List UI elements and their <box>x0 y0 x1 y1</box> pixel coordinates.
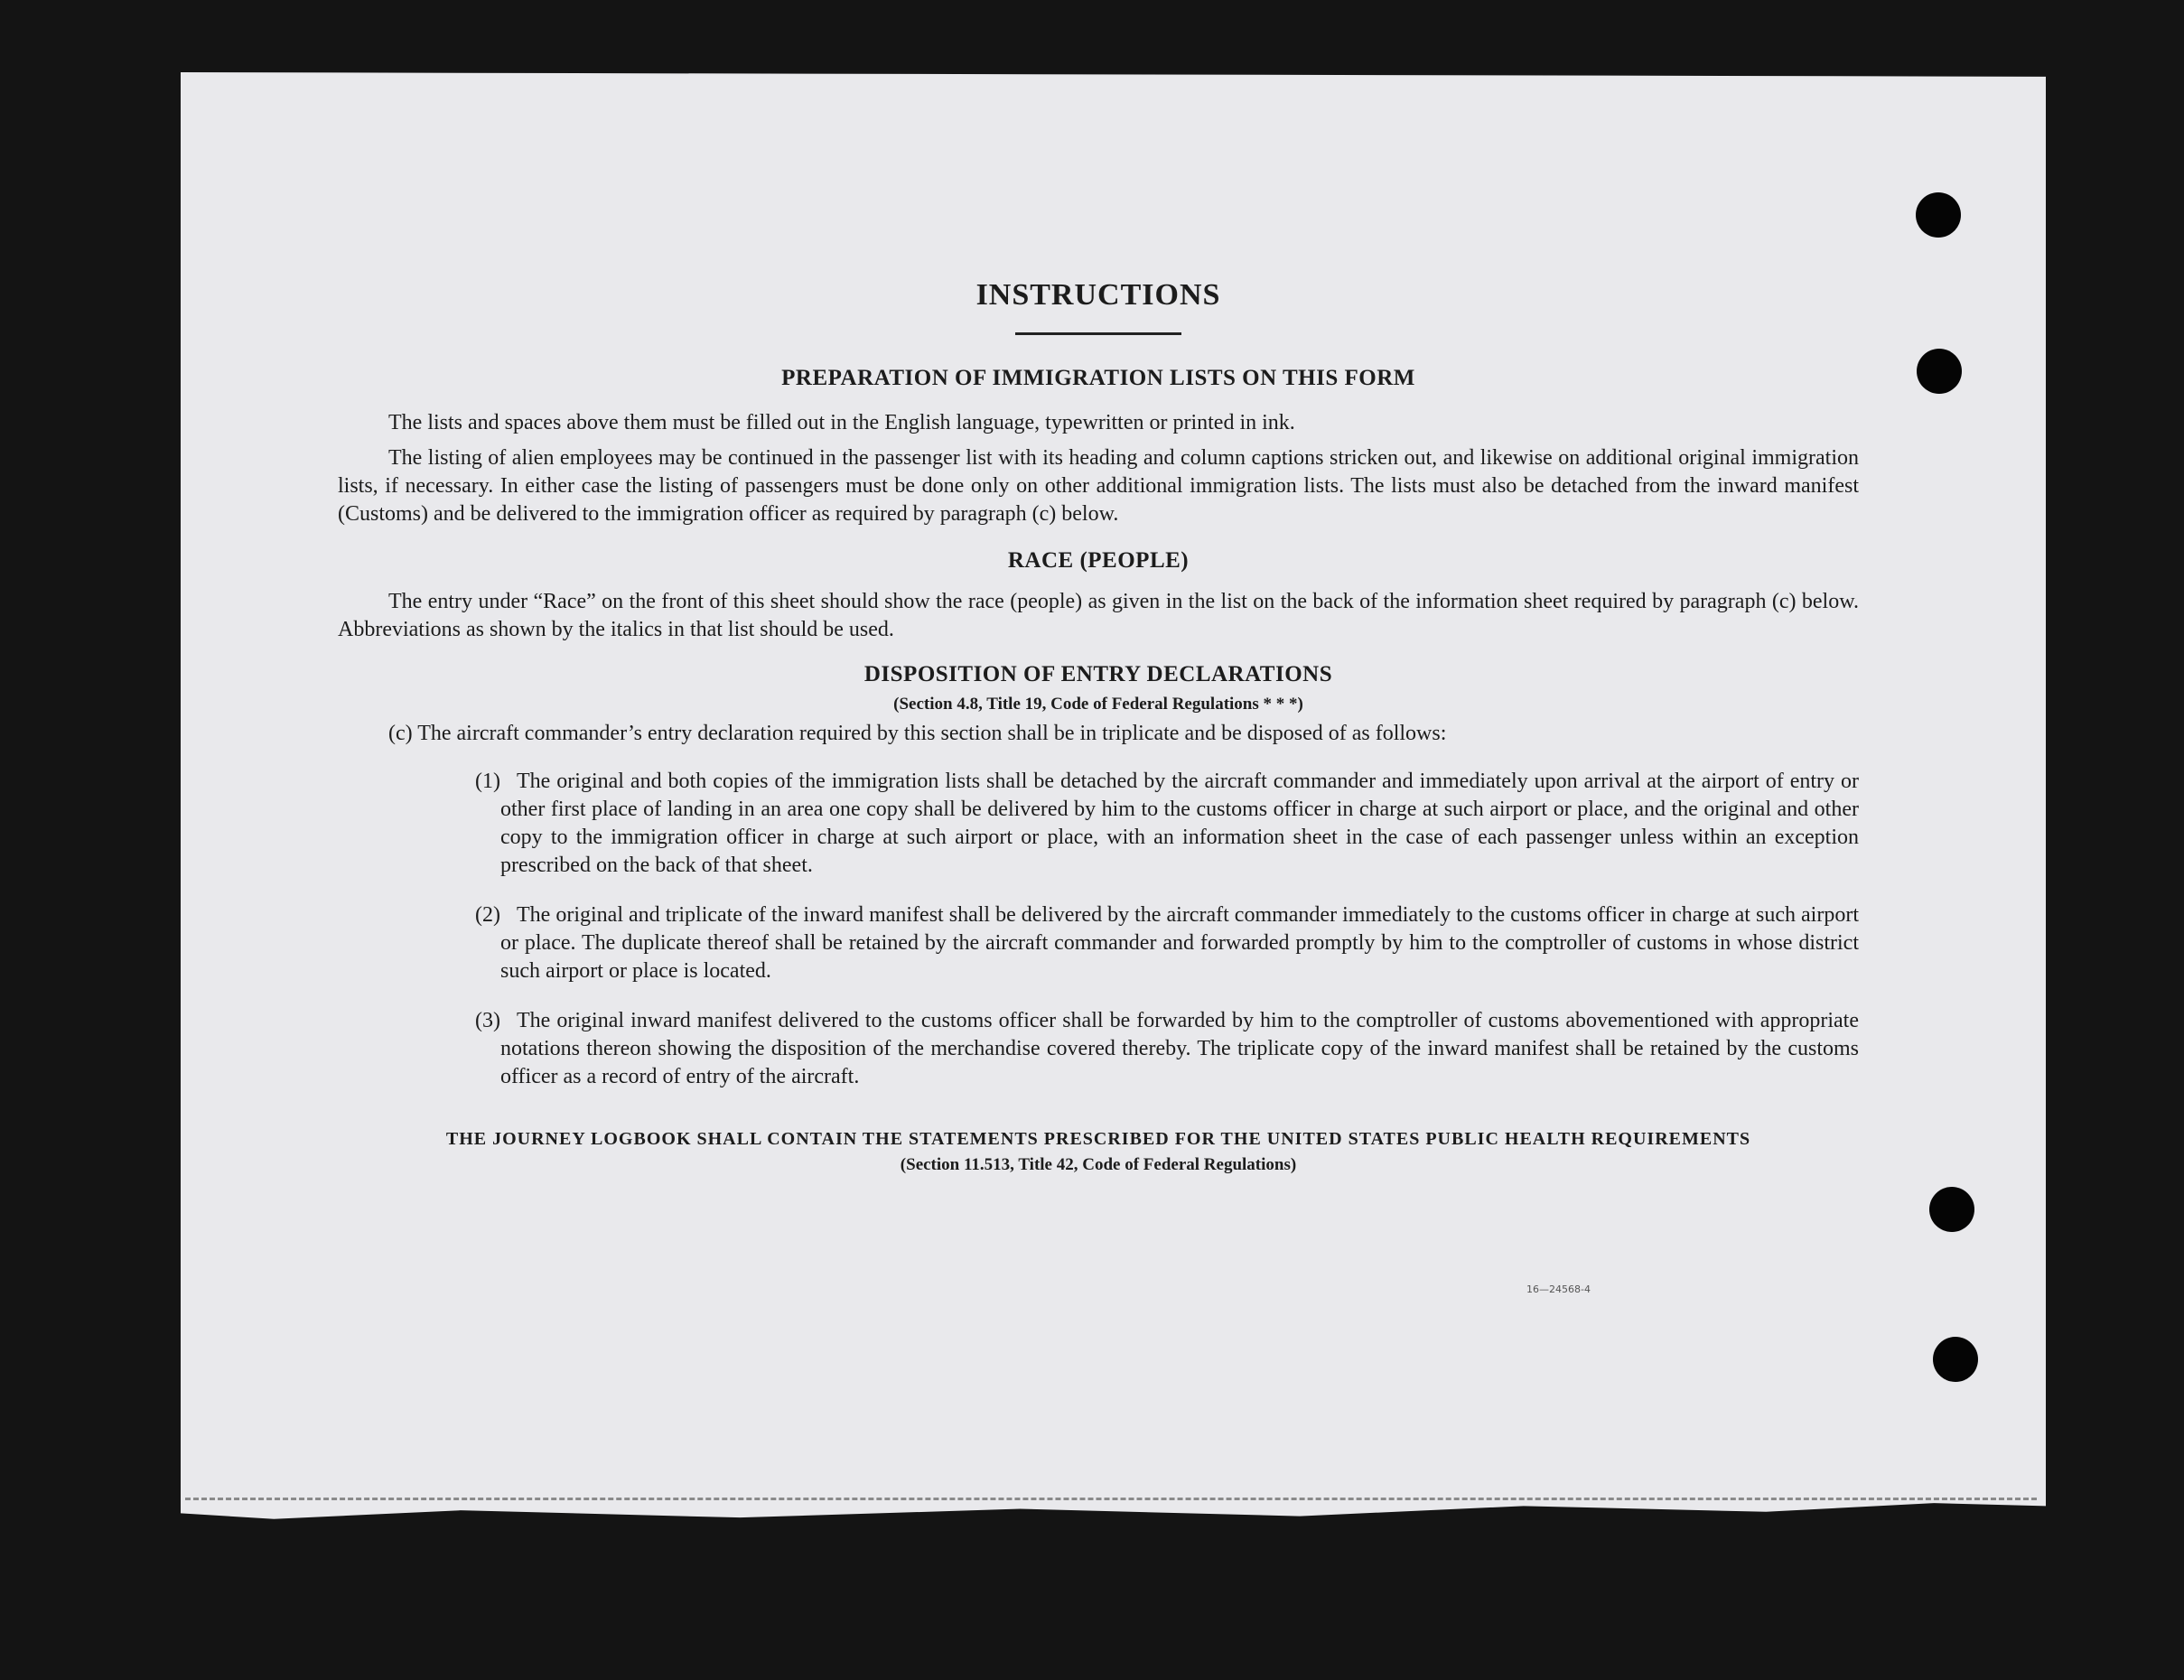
punch-hole <box>1917 349 1962 394</box>
punch-hole <box>1933 1337 1978 1382</box>
disposition-citation: (Section 4.8, Title 19, Code of Federal Regulations * * *) <box>893 695 1303 714</box>
document-title: INSTRUCTIONS <box>975 278 1221 312</box>
disposition-item-1 <box>338 768 1859 880</box>
section-heading-race: RACE (PEOPLE) <box>1007 548 1190 573</box>
paragraph-preparation-2: The listing of alien employees may be continued in the passenger list with its heading and column captions stricken out, and likewise on additional original immigration lists, if necessary. In either case the listing of passengers must be done only on other additional immigration lists. The lists must also be detached from the inward manifest (Customs) and be delivered to the immigration officer as required by paragraph (c) below. <box>338 446 1859 526</box>
section-heading-disposition: DISPOSITION OF ENTRY DECLARATIONS <box>863 662 1333 686</box>
section-heading-preparation: PREPARATION OF IMMIGRATION LISTS ON THIS FORM <box>781 366 1415 390</box>
disposition-item-2 <box>338 901 1859 985</box>
form-code: 16—24568-4 <box>1526 1283 1591 1295</box>
footer-heading: THE JOURNEY LOGBOOK SHALL CONTAIN THE STATEMENTS PRESCRIBED FOR THE UNITED STATES PUBLIC HEALTH REQUIREMENTS <box>445 1129 1751 1149</box>
paragraph-race: The entry under “Race” on the front of this sheet should show the race (people) as given in the list on the back of the information sheet required by paragraph (c) below. Abbreviations as shown by the italics in that list should be used. <box>338 590 1859 641</box>
punch-hole <box>1916 192 1961 238</box>
instructions-content <box>338 271 1859 1175</box>
title-underline <box>1015 332 1181 335</box>
paragraph-preparation-1: The lists and spaces above them must be filled out in the English language, typewritten or printed in ink. <box>388 411 1295 434</box>
item-text: The original and both copies of the immigration lists shall be detached by the aircraft commander and immediately upon arrival at the airport of entry or other first place of landing in an area one copy shall be delivered by him to the customs officer in charge at such airport or place, and the original and other copy to the immigration officer in charge at such airport or place, with an information sheet in the case of each passenger unless within an exception prescribed on the back of that sheet. <box>500 770 1859 877</box>
item-number: (2) <box>475 903 500 927</box>
perforation-line <box>185 1498 2037 1500</box>
item-number: (1) <box>475 770 500 793</box>
punch-hole <box>1929 1187 1974 1232</box>
item-number: (3) <box>475 1009 500 1032</box>
disposition-clause-intro: (c) The aircraft commander’s entry declaration required by this section shall be in triplicate and be disposed of as follows: <box>388 722 1447 745</box>
footer-citation: (Section 11.513, Title 42, Code of Federal Regulations) <box>900 1155 1297 1174</box>
disposition-item-3 <box>338 1007 1859 1091</box>
item-text: The original inward manifest delivered to the customs officer shall be forwarded by him to the comptroller of customs abovementioned with appropriate notations thereon showing the disposition of the merchandise covered thereby. The triplicate copy of the inward manifest shall be retained by the customs officer as a record of entry of the aircraft. <box>500 1009 1859 1088</box>
item-text: The original and triplicate of the inward manifest shall be delivered by the aircraft commander immediately to the customs officer in charge at such airport or place. The duplicate thereof shall be retained by the aircraft commander and forwarded promptly by him to the comptroller of customs in whose district such airport or place is located. <box>500 903 1859 983</box>
